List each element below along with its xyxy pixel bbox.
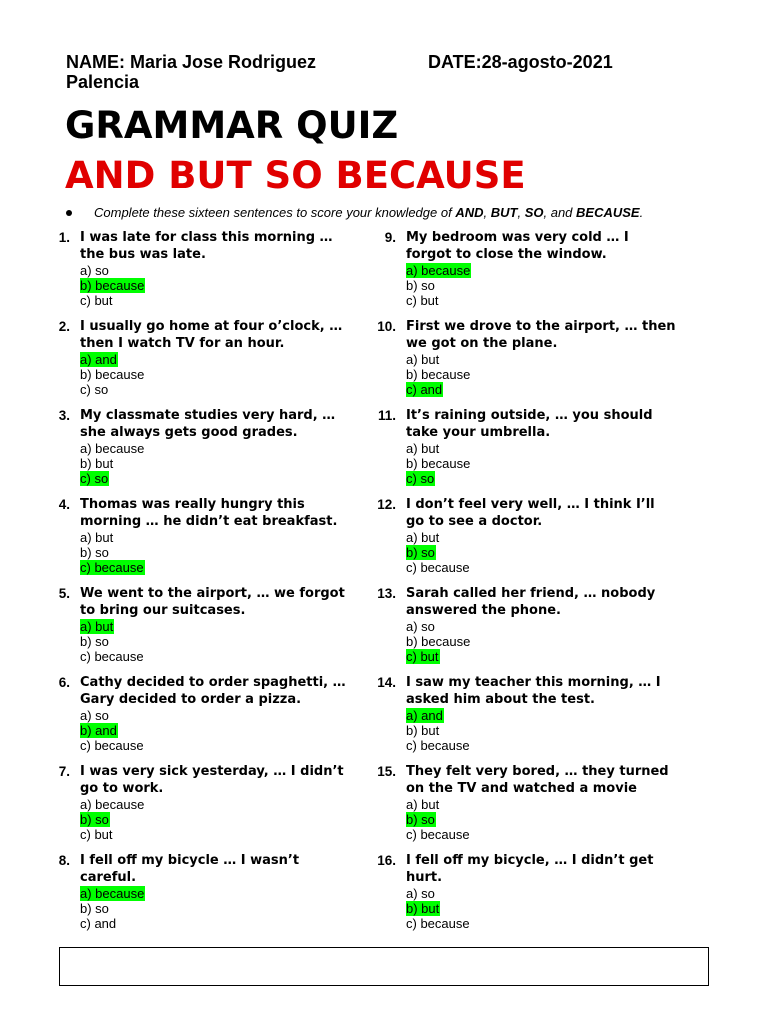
question-number: 13.	[377, 586, 396, 601]
answer-box[interactable]	[59, 947, 709, 986]
question-number: 12.	[377, 497, 396, 512]
question-number: 8.	[58, 853, 70, 868]
question-number: 6.	[58, 675, 70, 690]
option[interactable]	[406, 278, 606, 293]
question-number: 15.	[377, 764, 396, 779]
quiz-date: DATE:28-agosto-2021	[428, 52, 613, 72]
option[interactable]	[80, 827, 280, 842]
option-label: b) so	[406, 545, 435, 561]
option-label: c) but	[406, 293, 439, 309]
instruction-text: Complete these sixteen sentences to score your knowledge of	[94, 205, 456, 220]
question-number: 5.	[58, 586, 70, 601]
option-label: b) because	[406, 634, 471, 650]
option-label: a) and	[406, 708, 443, 723]
option-label: c) because	[406, 738, 470, 754]
separator: ,	[517, 205, 525, 220]
option-label: b) but	[80, 456, 114, 472]
option[interactable]	[406, 723, 606, 738]
option[interactable]	[80, 545, 280, 560]
option-list	[80, 886, 280, 932]
option-list	[80, 530, 280, 576]
option[interactable]	[80, 263, 280, 278]
question-number: 7.	[58, 764, 70, 779]
keyword-because: BECAUSE	[576, 205, 640, 220]
option-label: c) because	[80, 649, 144, 665]
option-label: a) so	[80, 263, 109, 278]
option[interactable]	[406, 797, 606, 812]
question-text: They felt very bored, … they turned on the TV and watched a movie	[406, 764, 669, 796]
option[interactable]	[80, 293, 280, 308]
question-item	[374, 319, 676, 404]
question-number: 14.	[377, 675, 396, 690]
option-list	[406, 441, 606, 487]
option[interactable]	[406, 738, 606, 753]
question-text: I was late for class this morning … the bus was late.	[80, 230, 333, 262]
option-list	[406, 708, 606, 754]
option-label: a) so	[406, 886, 435, 901]
selected-option[interactable]	[80, 471, 280, 486]
instructions	[66, 205, 643, 221]
student-name: NAME: Maria Jose Rodriguez Palencia	[66, 52, 317, 92]
question-item	[374, 497, 664, 582]
option[interactable]	[406, 634, 606, 649]
option[interactable]	[406, 530, 606, 545]
question-item	[374, 675, 664, 760]
option-label: a) but	[80, 530, 114, 545]
question-number: 3.	[58, 408, 70, 423]
option-list	[406, 530, 606, 576]
question-item	[48, 675, 346, 760]
question-text: Cathy decided to order spaghetti, … Gary decided to order a pizza.	[80, 675, 346, 707]
option[interactable]	[80, 649, 280, 664]
selected-option[interactable]	[80, 812, 280, 827]
selected-option[interactable]	[80, 352, 280, 367]
option-list	[80, 708, 280, 754]
option[interactable]	[406, 619, 606, 634]
option-label: c) but	[80, 293, 113, 309]
option-list	[406, 352, 606, 398]
option-label: a) but	[406, 441, 440, 456]
option-label: a) because	[80, 797, 145, 812]
option[interactable]	[406, 293, 606, 308]
option[interactable]	[406, 560, 606, 575]
question-text: My classmate studies very hard, … she always gets good grades.	[80, 408, 336, 440]
question-item	[48, 497, 338, 582]
question-text: We went to the airport, … we forgot to bring our suitcases.	[80, 586, 345, 618]
option-list	[406, 797, 606, 843]
question-text: My bedroom was very cold … I forgot to close the window.	[406, 230, 629, 262]
question-text: I usually go home at four o’clock, … then I watch TV for an hour.	[80, 319, 343, 351]
selected-option[interactable]	[406, 901, 606, 916]
option-label: c) so	[80, 382, 109, 398]
option[interactable]	[80, 916, 280, 931]
option-label: c) because	[80, 560, 144, 576]
option-label: a) because	[406, 263, 471, 278]
question-text: I don’t feel very well, … I think I’ll go to see a doctor.	[406, 497, 655, 529]
option-label: a) so	[80, 708, 109, 723]
question-text: Thomas was really hungry this morning … he didn’t eat breakfast.	[80, 497, 338, 529]
question-item	[374, 853, 664, 938]
option[interactable]	[80, 382, 280, 397]
separator: .	[639, 205, 644, 220]
question-item	[374, 230, 664, 315]
option[interactable]	[406, 916, 606, 931]
option-label: c) so	[406, 471, 435, 487]
option-label: a) so	[406, 619, 435, 634]
page-title: GRAMMAR QUIZ	[65, 104, 399, 147]
option[interactable]	[406, 827, 606, 842]
selected-option[interactable]	[80, 723, 280, 738]
option-list	[80, 797, 280, 843]
option[interactable]	[80, 367, 280, 382]
question-item	[48, 319, 343, 404]
option-label: b) so	[80, 812, 109, 828]
option-label: b) so	[80, 901, 109, 917]
option-label: c) because	[406, 560, 470, 576]
option-list	[80, 619, 280, 665]
selected-option[interactable]	[406, 708, 606, 723]
option[interactable]	[406, 456, 606, 471]
option-list	[80, 263, 280, 309]
option[interactable]	[406, 367, 606, 382]
question-text: It’s raining outside, … you should take your umbrella.	[406, 408, 653, 440]
question-number: 2.	[58, 319, 70, 334]
question-item	[48, 853, 338, 938]
option-list	[406, 263, 606, 309]
selected-option[interactable]	[80, 886, 280, 901]
question-number: 1.	[58, 230, 70, 245]
question-item	[374, 764, 669, 849]
option-label: b) and	[80, 723, 117, 739]
option-label: a) because	[80, 441, 145, 456]
option-label: a) but	[406, 530, 440, 545]
question-number: 9.	[384, 230, 396, 245]
question-number: 16.	[377, 853, 396, 868]
option-label: c) but	[406, 649, 439, 665]
selected-option[interactable]	[406, 382, 606, 397]
option-label: a) and	[80, 352, 117, 367]
question-text: First we drove to the airport, … then we got on the plane.	[406, 319, 676, 351]
option-list	[406, 886, 606, 932]
question-number: 4.	[58, 497, 70, 512]
option-label: b) because	[406, 456, 471, 472]
option-label: b) so	[80, 634, 109, 650]
question-item	[48, 408, 338, 493]
option-list	[406, 619, 606, 665]
selected-option[interactable]	[80, 619, 280, 634]
option[interactable]	[80, 441, 280, 456]
option-list	[80, 441, 280, 487]
separator: ,	[483, 205, 491, 220]
option[interactable]	[80, 708, 280, 723]
keyword-so: SO	[524, 205, 544, 220]
question-item	[48, 230, 338, 315]
option[interactable]	[80, 901, 280, 916]
question-text: I was very sick yesterday, … I didn’t go to work.	[80, 764, 344, 796]
option-list	[80, 352, 280, 398]
option-label: b) because	[80, 367, 145, 383]
option-label: c) and	[80, 916, 117, 932]
option-label: b) but	[406, 723, 440, 739]
option-label: c) so	[80, 471, 109, 487]
option-label: b) so	[80, 545, 109, 561]
option[interactable]	[406, 441, 606, 456]
option[interactable]	[80, 456, 280, 471]
selected-option[interactable]	[80, 278, 280, 293]
option-label: a) but	[406, 352, 440, 367]
option-label: b) because	[406, 367, 471, 383]
separator: , and	[543, 205, 577, 220]
option[interactable]	[406, 352, 606, 367]
selected-option[interactable]	[406, 812, 606, 827]
question-text: Sarah called her friend, … nobody answered the phone.	[406, 586, 656, 618]
question-text: I fell off my bicycle, … I didn’t get hurt.	[406, 853, 654, 885]
question-item	[48, 764, 344, 849]
question-item	[374, 408, 664, 493]
selected-option[interactable]	[406, 545, 606, 560]
selected-option[interactable]	[406, 649, 606, 664]
option-label: c) because	[406, 827, 470, 843]
option[interactable]	[80, 738, 280, 753]
option[interactable]	[80, 797, 280, 812]
option[interactable]	[80, 530, 280, 545]
option[interactable]	[80, 634, 280, 649]
question-number: 10.	[377, 319, 396, 334]
bullet-icon	[66, 210, 72, 216]
option-label: b) so	[406, 812, 435, 828]
selected-option[interactable]	[406, 263, 606, 278]
keyword-and: AND	[455, 205, 484, 220]
keyword-but: BUT	[490, 205, 518, 220]
option-label: c) because	[406, 916, 470, 932]
option-label: c) but	[80, 827, 113, 843]
selected-option[interactable]	[80, 560, 280, 575]
option-label: a) but	[80, 619, 114, 634]
option[interactable]	[406, 886, 606, 901]
selected-option[interactable]	[406, 471, 606, 486]
question-item	[48, 586, 345, 671]
question-text: I saw my teacher this morning, … I asked him about the test.	[406, 675, 661, 707]
option-label: b) but	[406, 901, 440, 917]
option-label: b) so	[406, 278, 435, 294]
option-label: c) because	[80, 738, 144, 754]
option-label: c) and	[406, 382, 443, 398]
question-item	[374, 586, 664, 671]
option-label: a) but	[406, 797, 440, 812]
question-text: I fell off my bicycle … I wasn’t careful.	[80, 853, 300, 885]
option-label: b) because	[80, 278, 145, 294]
option-label: a) because	[80, 886, 145, 901]
page-subtitle: AND BUT SO BECAUSE	[65, 154, 526, 197]
question-number: 11.	[377, 408, 396, 423]
